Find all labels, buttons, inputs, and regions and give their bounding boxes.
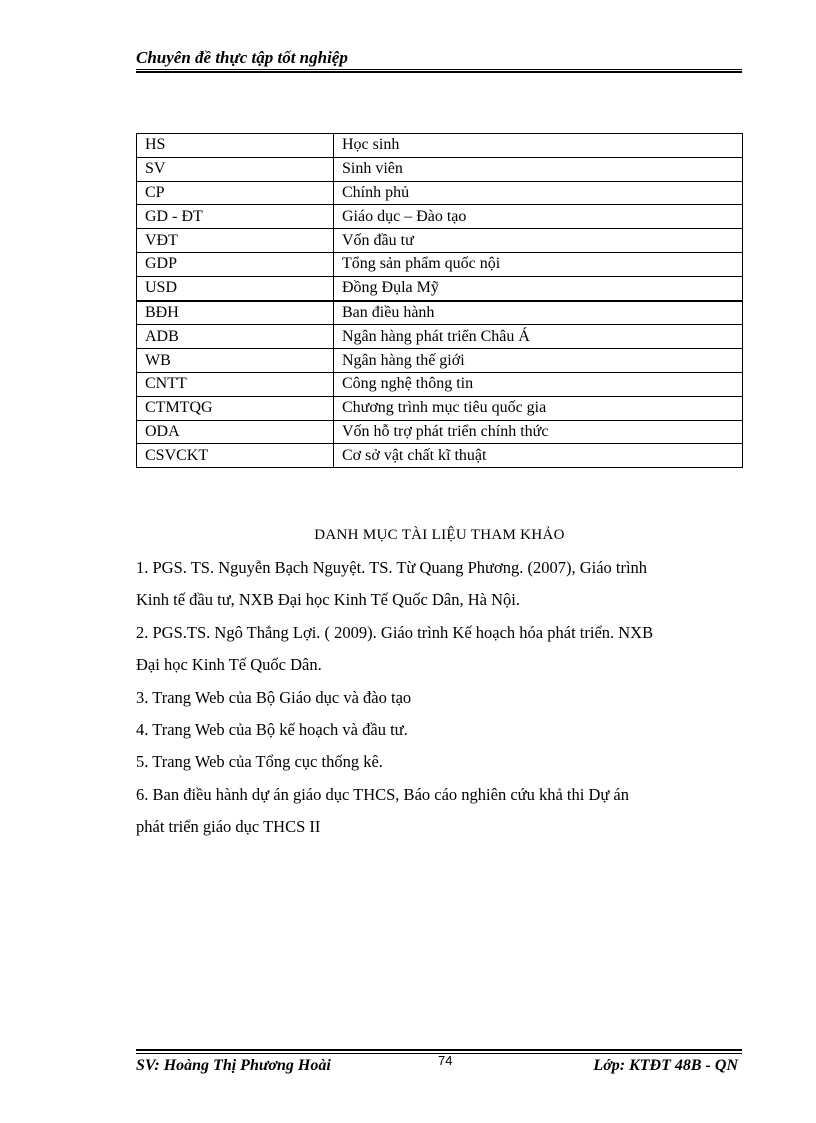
meaning-cell: Cơ sở vật chất kĩ thuật — [334, 444, 743, 468]
meaning-cell: Giáo dục – Đào tạo — [334, 205, 743, 229]
table-row — [137, 420, 743, 444]
abbreviation-cell: CSVCKT — [137, 444, 334, 468]
abbreviation-cell: HS — [137, 134, 334, 158]
abbreviation-cell: SV — [137, 157, 334, 181]
page-header-title: Chuyên đề thực tập tốt nghiệp — [136, 48, 348, 67]
abbreviation-table — [136, 133, 743, 468]
abbreviation-cell: VĐT — [137, 229, 334, 253]
abbreviation-cell: BĐH — [137, 301, 334, 325]
table-row — [137, 349, 743, 373]
reference-5: 5. Trang Web của Tổng cục thống kê. — [136, 752, 383, 772]
header-rule — [136, 69, 742, 70]
meaning-cell: Tổng sản phẩm quốc nội — [334, 252, 743, 276]
table-row — [137, 396, 743, 420]
footer-rule-thick — [136, 1049, 742, 1051]
meaning-cell: Chính phủ — [334, 181, 743, 205]
meaning-cell: Công nghệ thông tin — [334, 372, 743, 396]
reference-1-line-2: Kinh tế đầu tư, NXB Đại học Kinh Tế Quốc Dân, Hà Nội. — [136, 590, 520, 610]
table-row — [137, 205, 743, 229]
table-row — [137, 157, 743, 181]
abbreviation-cell: GDP — [137, 252, 334, 276]
abbreviation-cell: WB — [137, 349, 334, 373]
abbreviation-cell: CNTT — [137, 372, 334, 396]
footer-class: Lớp: KTĐT 48B - QN — [593, 1057, 738, 1074]
header-rule-thick — [136, 71, 742, 73]
table-row — [137, 252, 743, 276]
meaning-cell: Ngân hàng thế giới — [334, 349, 743, 373]
meaning-cell: Vốn đầu tư — [334, 229, 743, 253]
abbreviation-cell: ADB — [137, 325, 334, 349]
meaning-cell: Đồng Đụla Mỹ — [334, 276, 743, 300]
reference-4: 4. Trang Web của Bộ kế hoạch và đầu tư. — [136, 720, 408, 740]
table-row — [137, 134, 743, 158]
table-row — [137, 301, 743, 325]
meaning-cell: Ngân hàng phát triển Châu Á — [334, 325, 743, 349]
meaning-cell: Ban điều hành — [334, 301, 743, 325]
table-row — [137, 229, 743, 253]
reference-1-line-1: 1. PGS. TS. Nguyễn Bạch Nguyệt. TS. Từ Quang Phương. (2007), Giáo trình — [136, 558, 648, 577]
table-row — [137, 372, 743, 396]
table-row — [137, 181, 743, 205]
table-row — [137, 276, 743, 300]
reference-3: 3. Trang Web của Bộ Giáo dục và đào tạo — [136, 687, 412, 707]
footer-student-name: SV: Hoàng Thị Phương Hoài — [136, 1057, 331, 1074]
reference-2-line-2: Đại học Kinh Tế Quốc Dân. — [136, 655, 322, 675]
reference-6-line-1: 6. Ban điều hành dự án giáo dục THCS, Báo cáo nghiên cứu khả thi Dự án — [136, 784, 630, 804]
references-title: DANH MỤC TÀI LIỆU THAM KHẢO — [314, 527, 565, 543]
abbreviation-cell: GD - ĐT — [137, 205, 334, 229]
abbreviation-cell: USD — [137, 276, 334, 300]
meaning-cell: Vốn hỗ trợ phát triển chính thức — [334, 420, 743, 444]
meaning-cell: Học sinh — [334, 134, 743, 158]
reference-2-line-1: 2. PGS.TS. Ngô Thắng Lợi. ( 2009). Giáo trình Kế hoạch hóa phát triển. NXB — [136, 622, 654, 642]
references-list — [136, 552, 743, 844]
abbreviation-cell: CTMTQG — [137, 396, 334, 420]
meaning-cell: Sinh viên — [334, 157, 743, 181]
reference-6-line-2: phát triển giáo dục THCS II — [136, 817, 321, 837]
abbreviation-cell: CP — [137, 181, 334, 205]
table-row — [137, 444, 743, 468]
table-row — [137, 325, 743, 349]
abbreviation-cell: ODA — [137, 420, 334, 444]
meaning-cell: Chương trình mục tiêu quốc gia — [334, 396, 743, 420]
page-number: 74 — [438, 1053, 453, 1068]
